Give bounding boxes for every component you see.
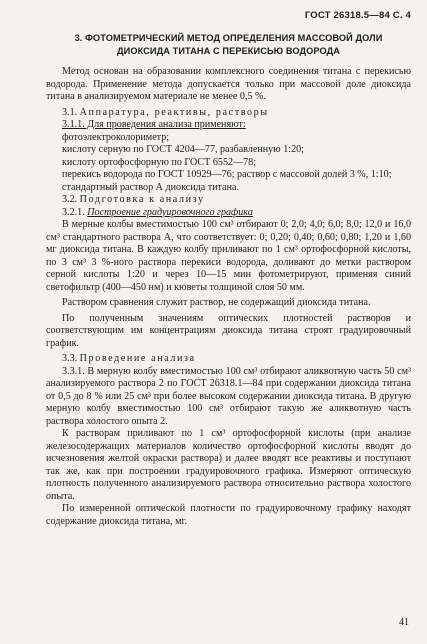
calibration-paragraph: В мерные колбы вместимостью 100 см³ отбирают 0; 2,0; 4,0; 6,0; 8,0; 12,0 и 16,0 см³ стандартного раствора А, что соответствует: 0; 0,20; 0,40; 0,60; 0,80; 1,20 и 1,60 мг диоксида титана. В каждую колбу приливают по 1 см³ ортофосфорной кислоты, по 3 см³ 3 %-ного раствора перекиси водорода, доливают до метки раствором серной кислоты 1:20 и через 10—15 мин фотометрируют, применяя синий светофильтр (400—450 нм) и кюветы толщиной слоя 50 мм. [46, 219, 411, 293]
subsection-3-2-title: Подготовка к анализу [79, 194, 205, 205]
section-title-line-2: ДИОКСИДА ТИТАНА С ПЕРЕКИСЬЮ ВОДОРОДА [116, 46, 341, 56]
item-hydrogen-peroxide: перекись водорода по ГОСТ 10929—76; раствор с массовой долей 3 %, 1:10; [62, 169, 392, 180]
result-paragraph: По измеренной оптической плотности по градуировочному графику находят содержание диоксида титана, мг. [46, 503, 411, 527]
item-photocolorimeter: фотоэлектроколориметр; [62, 131, 170, 143]
clause-3-2-1-title: Построение градуировочного графика [87, 206, 253, 218]
clause-3-2-1-number: 3.2.1. [62, 206, 85, 218]
page-header: ГОСТ 26318.5—84 С. 4 [304, 10, 411, 21]
calibration-graph-paragraph: По полученным значениям оптических плотностей растворов и соответствующим им концентрациям диоксида титана строят градуировочный график. [46, 312, 411, 349]
clause-3-2-1-heading [46, 207, 411, 220]
page-number: 41 [399, 617, 409, 628]
subsection-3-1-title: Аппаратура, реактивы, растворы [79, 106, 269, 118]
item-standard-solution: стандартный раствор А диоксида титана. [62, 181, 239, 193]
clause-3-1-1-text: 3.1.1. Для проведения анализа применяют: [62, 119, 246, 130]
subsection-3-2-number: 3.2. [62, 194, 78, 205]
section-title [46, 32, 411, 58]
subsection-3-1-number: 3.1. [62, 106, 78, 118]
section-title-line-1: 3. ФОТОМЕТРИЧЕСКИЙ МЕТОД ОПРЕДЕЛЕНИЯ МАССОВОЙ ДОЛИ [74, 33, 383, 43]
subsection-3-3-number: 3.3. [62, 353, 78, 364]
clause-3-1-1 [46, 119, 411, 132]
subsection-3-1-heading [46, 107, 411, 120]
clause-3-3-1: 3.3.1. В мерную колбу вместимостью 100 см³ отбирают аликвотную часть 50 см³ анализируемого раствора 2 по ГОСТ 26318.1—84 при содержании диоксида титана от 0,5 до 8 % или 25 см³ при более высоком содержании диоксида титана. В другую мерную колбу вместимостью 100 см³ отбирают такую же аликвотную часть раствора холостого опыта 2. [46, 365, 411, 427]
document-body [46, 66, 411, 528]
subsection-3-3-title: Проведение анализа [79, 353, 196, 364]
intro-paragraph: Метод основан на образовании комплексного соединения титана с перекисью водорода. Применение метода допускается только при массовой доле диоксида титана в анализируемом материале не менее 0,5 %. [46, 66, 411, 102]
reference-solution-paragraph: Раствором сравнения служит раствор, не содержащий диоксида титана. [62, 297, 371, 308]
subsection-3-3-heading [46, 353, 411, 366]
subsection-3-2-heading [46, 194, 411, 207]
item-phosphoric-acid: кислоту ортофосфорную по ГОСТ 6552—78; [62, 156, 257, 168]
item-sulfuric-acid: кислоту серную по ГОСТ 4204—77, разбавленную 1:20; [62, 144, 304, 155]
reagents-paragraph: К растворам приливают по 1 см³ ортофосфорной кислоты (при анализе железосодержащих материалов количество ортофосфорной кислоты вводят до исчезновения желтой окраски раствора) и далее вводят все реактивы и поступают так же, как при построении градуировочного графика. Измеряют оптическую плотность полученного анализируемого раствора относительно раствора холостого опыта. [46, 428, 411, 502]
